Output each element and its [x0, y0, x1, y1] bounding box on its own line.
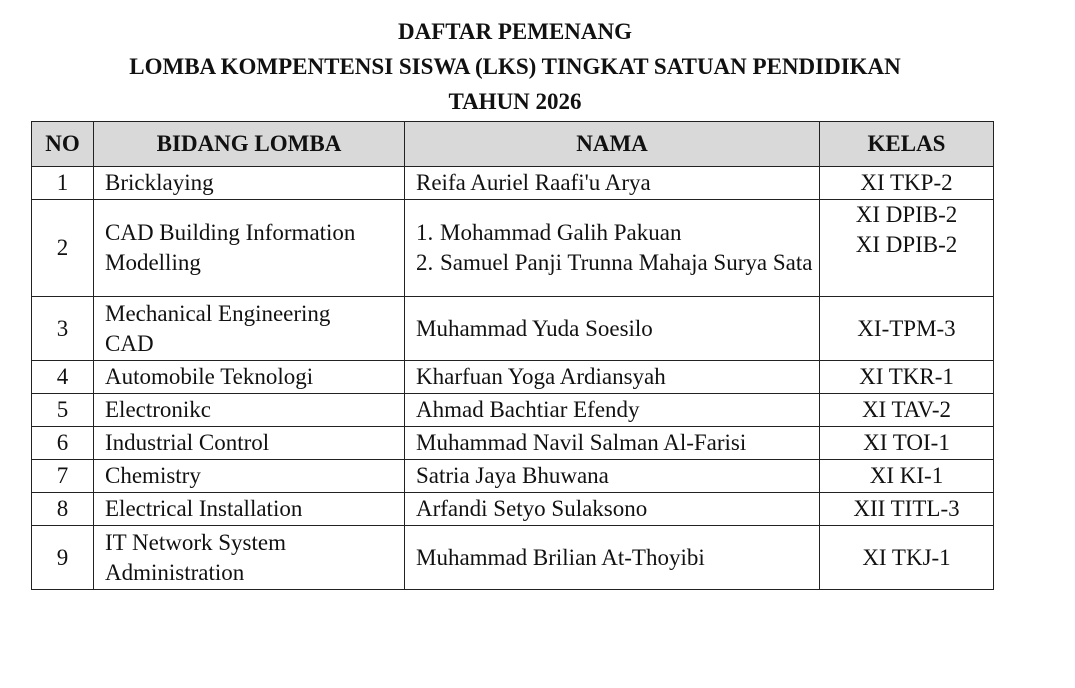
nama-text: Samuel Panji Trunna Mahaja Surya Sata	[440, 250, 813, 275]
cell-nama	[405, 460, 820, 493]
cell-kelas	[820, 200, 994, 297]
nama-text: Ahmad Bachtiar Efendy	[416, 397, 640, 422]
cell-nama	[405, 297, 820, 361]
kelas-text: XI TKJ-1	[862, 544, 951, 570]
nama-text: Arfandi Setyo Sulaksono	[416, 496, 648, 521]
table-row	[32, 361, 994, 394]
bidang-lomba-text: Automobile Teknologi	[105, 364, 314, 389]
document-title	[0, 14, 1030, 119]
bidang-lomba-text: Mechanical Engineering	[105, 300, 331, 326]
bidang-lomba-text: Electrical Installation	[105, 496, 303, 521]
cell-bidang-lomba	[94, 394, 405, 427]
title-line-3: TAHUN 2026	[448, 89, 582, 114]
winners-table	[31, 121, 994, 590]
kelas-text: XI TOI-1	[863, 430, 950, 455]
cell-kelas	[820, 493, 994, 526]
nama-list-item	[416, 248, 819, 278]
cell-bidang-lomba	[94, 526, 405, 590]
nama-list-item	[416, 218, 819, 248]
cell-no: 9	[32, 526, 94, 590]
table-header-row	[32, 122, 994, 167]
cell-nama	[405, 200, 820, 297]
cell-bidang-lomba	[94, 167, 405, 200]
bidang-lomba-text: Bricklaying	[105, 170, 214, 195]
cell-bidang-lomba	[94, 460, 405, 493]
cell-kelas	[820, 460, 994, 493]
kelas-text: XI TKR-1	[859, 364, 954, 389]
nama-text: Mohammad Galih Pakuan	[440, 220, 682, 245]
header-kelas: KELAS	[820, 122, 994, 167]
nama-text: Muhammad Navil Salman Al-Farisi	[416, 430, 747, 455]
title-line-1: DAFTAR PEMENANG	[397, 19, 633, 44]
bidang-lomba-text: CAD	[105, 330, 154, 356]
nama-text: Kharfuan Yoga Ardiansyah	[416, 364, 666, 389]
cell-kelas	[820, 427, 994, 460]
kelas-text: XI-TPM-3	[857, 315, 956, 341]
cell-kelas	[820, 297, 994, 361]
bidang-lomba-text: Electronikc	[105, 397, 212, 422]
nama-text: Muhammad Brilian At-Thoyibi	[416, 544, 705, 570]
bidang-lomba-text: Industrial Control	[105, 430, 270, 455]
kelas-text: XI DPIB-2	[855, 202, 958, 227]
cell-kelas	[820, 167, 994, 200]
table-body	[32, 167, 994, 590]
table-row	[32, 427, 994, 460]
bidang-lomba-text: Modelling	[105, 250, 201, 275]
cell-kelas	[820, 361, 994, 394]
kelas-text: XI TKP-2	[860, 170, 953, 195]
cell-no: 3	[32, 297, 94, 361]
header-nama: NAMA	[405, 122, 820, 167]
header-no: NO	[32, 122, 94, 167]
kelas-text: XII TITL-3	[853, 496, 960, 521]
cell-nama	[405, 427, 820, 460]
table-row	[32, 200, 994, 297]
cell-kelas	[820, 394, 994, 427]
nama-text: Reifa Auriel Raafi'u Arya	[416, 170, 651, 195]
cell-no: 8	[32, 493, 94, 526]
title-line-2: LOMBA KOMPENTENSI SISWA (LKS) TINGKAT SATUAN PENDIDIKAN	[129, 54, 901, 79]
kelas-text: XI TAV-2	[861, 397, 952, 422]
cell-no: 5	[32, 394, 94, 427]
bidang-lomba-text: CAD Building Information	[105, 220, 356, 245]
cell-bidang-lomba	[94, 427, 405, 460]
bidang-lomba-text: IT Network System	[105, 529, 287, 555]
bidang-lomba-text: Chemistry	[105, 463, 201, 488]
cell-nama	[405, 493, 820, 526]
cell-kelas	[820, 526, 994, 590]
kelas-text: XI KI-1	[869, 463, 944, 488]
cell-nama	[405, 167, 820, 200]
table-row	[32, 460, 994, 493]
table-row	[32, 394, 994, 427]
table-row	[32, 493, 994, 526]
kelas-text: XI DPIB-2	[855, 232, 958, 257]
cell-bidang-lomba	[94, 361, 405, 394]
bidang-lomba-text: Administration	[105, 559, 245, 585]
nama-text: Satria Jaya Bhuwana	[416, 463, 609, 488]
cell-no: 2	[32, 200, 94, 297]
cell-no: 1	[32, 167, 94, 200]
cell-nama	[405, 361, 820, 394]
cell-no: 4	[32, 361, 94, 394]
nama-text: Muhammad Yuda Soesilo	[416, 315, 653, 341]
cell-nama	[405, 394, 820, 427]
cell-no: 6	[32, 427, 94, 460]
table-row	[32, 167, 994, 200]
header-bidang-lomba: BIDANG LOMBA	[94, 122, 405, 167]
table-row	[32, 297, 994, 361]
list-number: 1.	[416, 220, 434, 245]
cell-bidang-lomba	[94, 200, 405, 297]
cell-no: 7	[32, 460, 94, 493]
cell-bidang-lomba	[94, 297, 405, 361]
cell-bidang-lomba	[94, 493, 405, 526]
cell-nama	[405, 526, 820, 590]
table-row	[32, 526, 994, 590]
list-number: 2.	[416, 250, 434, 275]
